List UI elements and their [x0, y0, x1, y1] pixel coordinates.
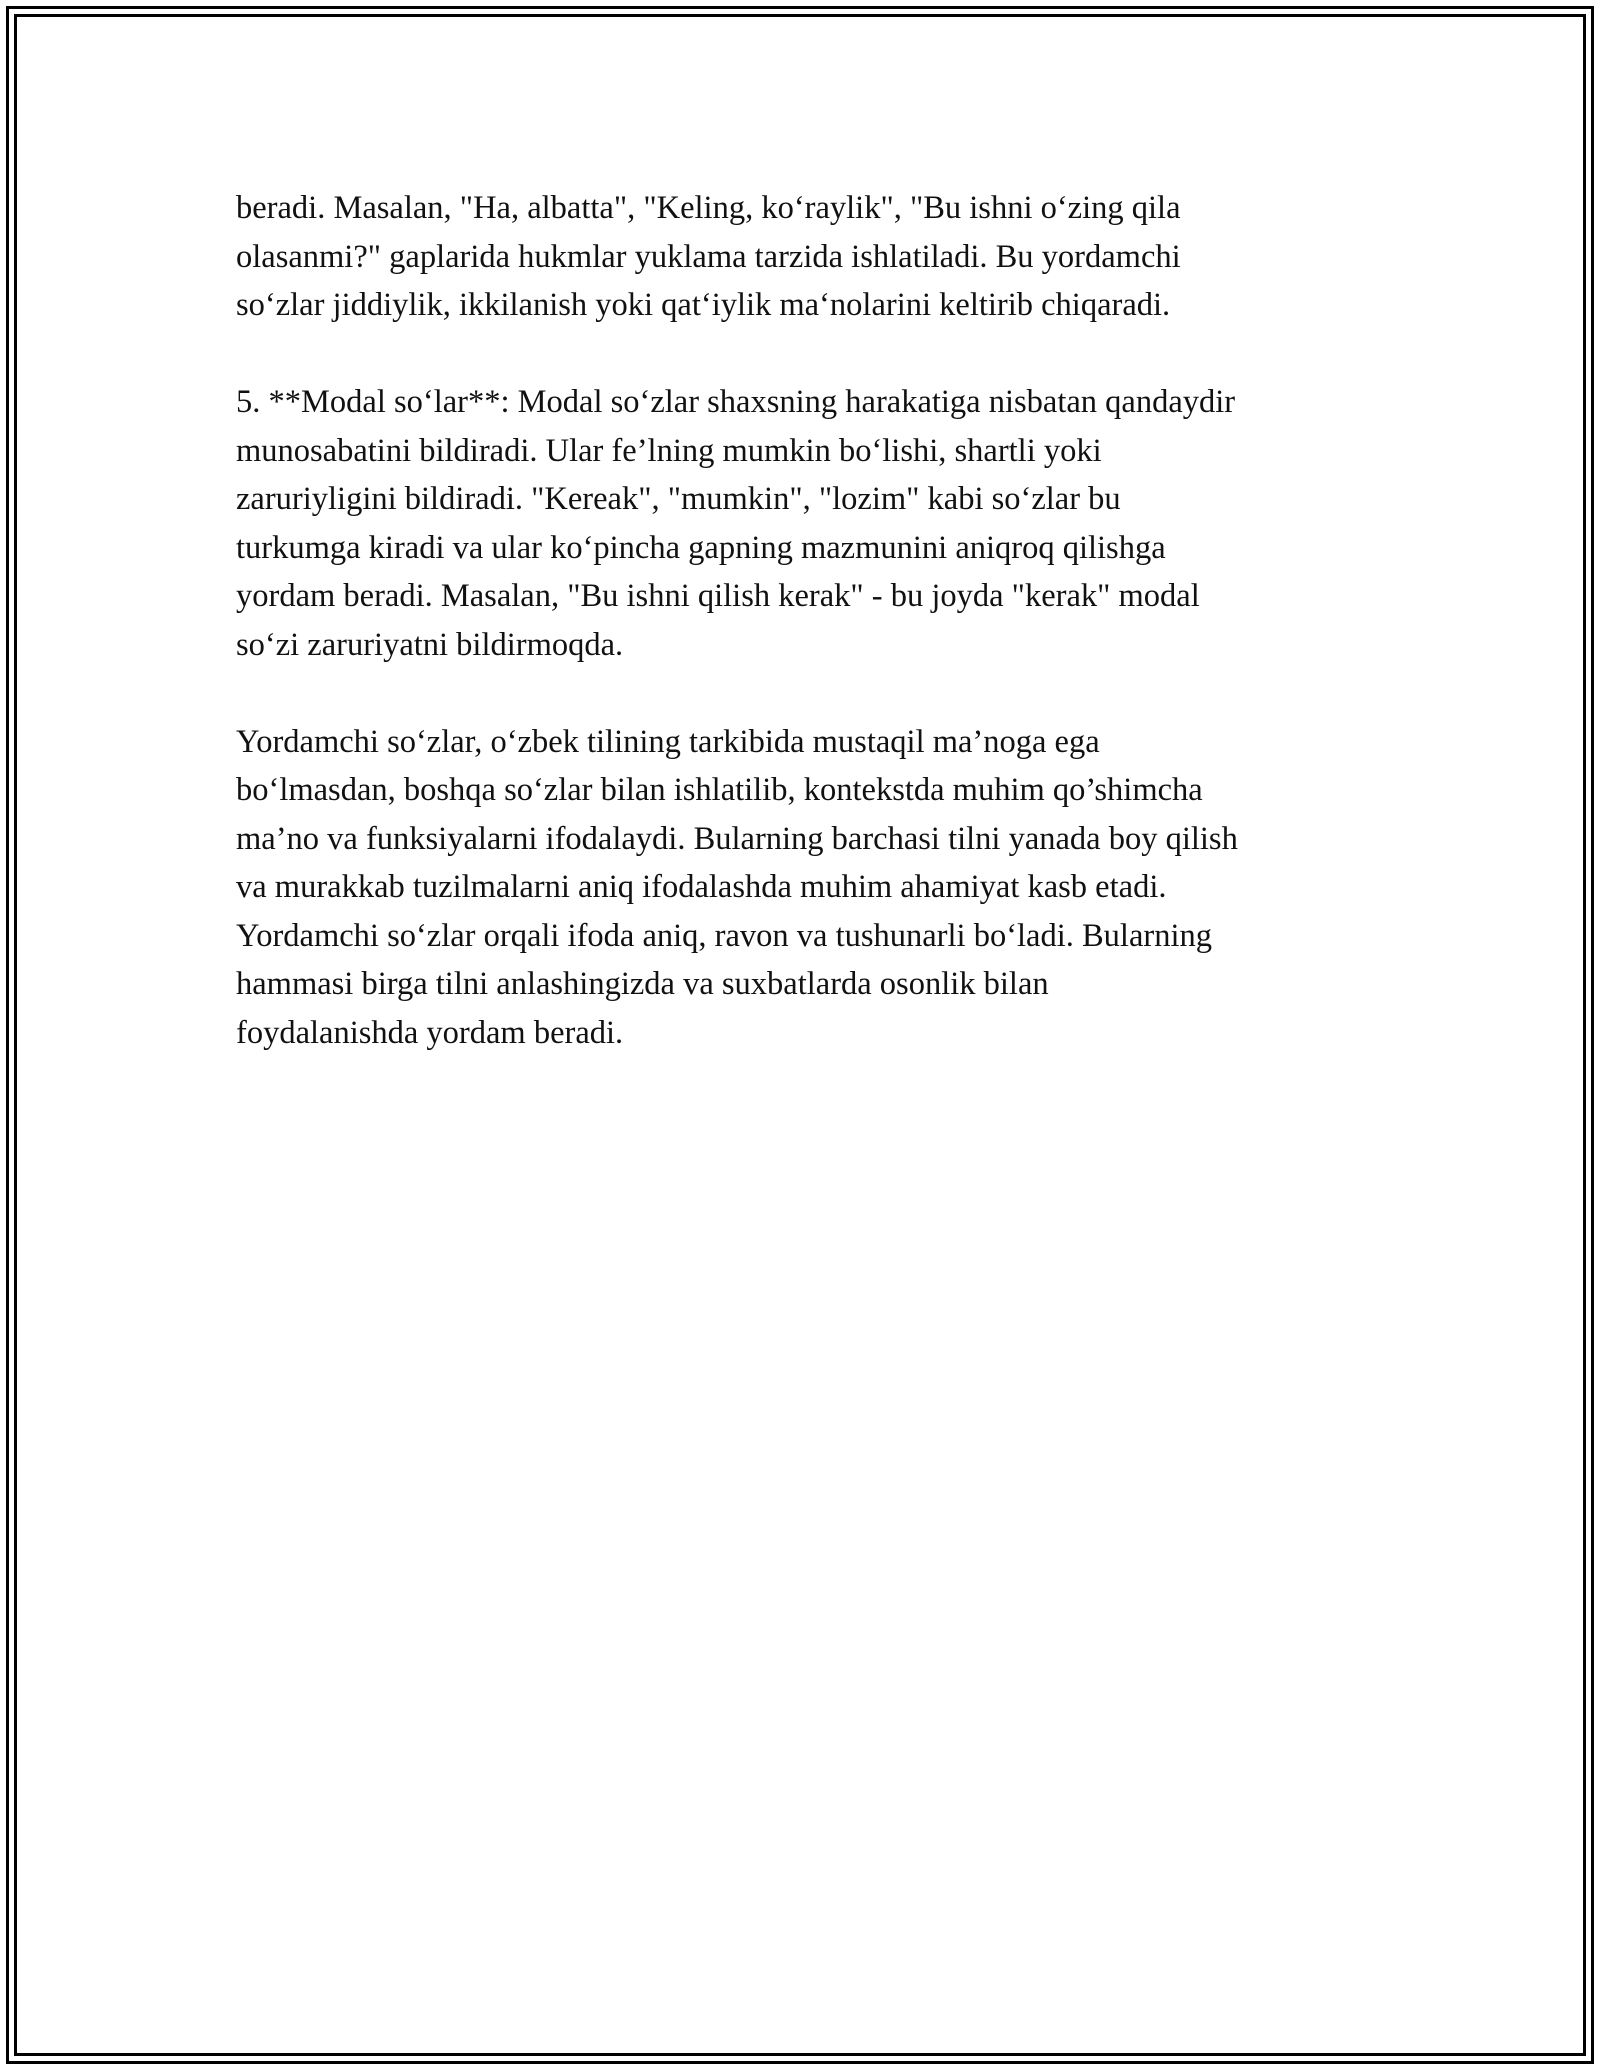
text-line: bo‘lmasdan, boshqa so‘zlar bilan ishlatilib, kontekstda muhim qo’shimcha: [236, 772, 1203, 808]
text-line: Yordamchi so‘zlar, o‘zbek tilining tarkibida mustaqil ma’noga ega: [236, 723, 1100, 760]
text-line: va murakkab tuzilmalarni aniq ifodalashda muhim ahamiyat kasb etadi.: [236, 869, 1167, 905]
text-line: 5. **Modal so‘lar**: Modal so‘zlar shaxsning harakatiga nisbatan qandaydir: [236, 384, 1236, 420]
text-line: olasanmi?" gaplarida hukmlar yuklama tarzida ishlatiladi. Bu yordamchi: [236, 238, 1181, 275]
text-line: zaruriyligini bildiradi. "Kereak", "mumkin", "lozim" kabi so‘zlar bu: [236, 481, 1121, 517]
paragraph-1: [236, 184, 1386, 330]
text-line: so‘zlar jiddiylik, ikkilanish yoki qat‘iylik ma‘nolarini keltirib chiqaradi.: [236, 287, 1171, 323]
text-line: so‘zi zaruriyatni bildirmoqda.: [236, 626, 624, 663]
text-line: Yordamchi so‘zlar orqali ifoda aniq, ravon va tushunarli bo‘ladi. Bularning: [236, 917, 1212, 954]
text-line: yordam beradi. Masalan, "Bu ishni qilish kerak" - bu joyda "kerak" modal: [236, 578, 1200, 614]
text-line: foydalanishda yordam beradi.: [236, 1014, 624, 1051]
text-line: beradi. Masalan, "Ha, albatta", "Keling, ko‘raylik", "Bu ishni o‘zing qila: [236, 190, 1181, 226]
text-line: hammasi birga tilni anlashingizda va suxbatlarda osonlik bilan: [236, 966, 1049, 1002]
paragraph-2-modal-words: [236, 378, 1386, 669]
text-line: turkumga kiradi va ular ko‘pincha gapning mazmunini aniqroq qilishga: [236, 529, 1166, 566]
document-body: [236, 184, 1386, 1106]
text-line: munosabatini bildiradi. Ular fe’lning mumkin bo‘lishi, shartli yoki: [236, 432, 1102, 469]
paragraph-3-conclusion: [236, 718, 1386, 1058]
text-line: ma’no va funksiyalarni ifodalaydi. Bularning barchasi tilni yanada boy qilish: [236, 820, 1238, 857]
